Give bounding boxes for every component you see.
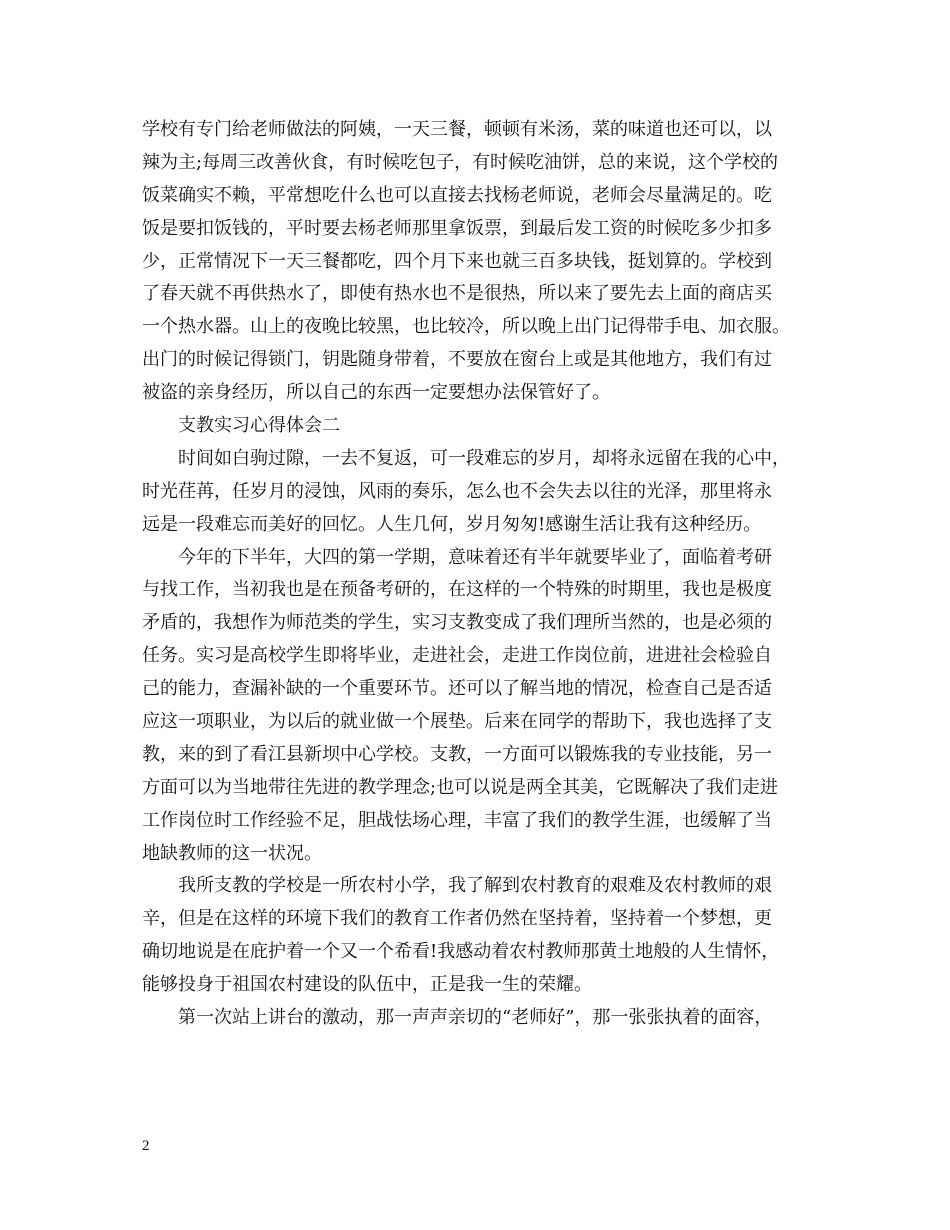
text-line: 今年的下半年，大四的第一学期，意味着还有半年就要毕业了，面临着考研	[178, 546, 772, 568]
text-line: 应这一项职业，为以后的就业做一个展垫。后来在同学的帮助下，我也选择了支	[142, 711, 772, 733]
text-line: 能够投身于祖国农村建设的队伍中，正是我一生的荣耀。	[142, 974, 592, 996]
text-line: 时光荏苒，任岁月的浸蚀，风雨的奏乐，怎么也不会失去以往的光泽，那里将永	[142, 480, 772, 502]
document-body	[142, 114, 822, 1035]
text-line: 饭是要扣饭钱的，平时要去杨老师那里拿饭票，到最后发工资的时候吃多少扣多	[142, 217, 772, 239]
text-line: 教，来的到了看江县新坝中心学校。支教，一方面可以锻炼我的专业技能，另一	[142, 743, 772, 765]
text-line: 任务。实习是高校学生即将毕业，走进社会，走进工作岗位前，进进社会检验自	[142, 645, 772, 667]
text-line: 出门的时候记得锁门，钥匙随身带着，不要放在窗台上或是其他地方，我们有过	[142, 349, 772, 371]
text-line: 方面可以为当地带往先进的教学理念;也可以说是两全其美，它既解决了我们走进	[142, 776, 779, 798]
text-line: 远是一段难忘而美好的回忆。人生几何，岁月匆匆!感谢生活让我有这种经历。	[142, 513, 762, 535]
text-line: 被盗的亲身经历，所以自己的东西一定要想办法保管好了。	[142, 382, 610, 404]
page-number: 2	[142, 1138, 150, 1154]
text-line: 一个热水器。山上的夜晚比较黑，也比较冷，所以晚上出门记得带手电、加衣服。	[142, 316, 790, 338]
text-line: 辛，但是在这样的环境下我们的教育工作者仍然在坚持着，坚持着一个梦想，更	[142, 908, 772, 930]
text-line: 确切地说是在庇护着一个又一个希看!我感动着农村教师那黄土地般的人生情怀，	[142, 941, 780, 963]
text-line: 了春天就不再供热水了，即使有热水也不是很热，所以来了要先去上面的商店买	[142, 283, 772, 305]
text-line: 我所支教的学校是一所农村小学，我了解到农村教育的艰难及农村教师的艰	[178, 875, 772, 897]
text-line: 支教实习心得体会二	[178, 415, 340, 437]
text-line: 己的能力，查漏补缺的一个重要环节。还可以了解当地的情况，检查自己是否适	[142, 678, 772, 700]
text-line: 第一次站上讲台的激动，那一声声亲切的“老师好”，那一张张执着的面容，	[178, 1007, 773, 1029]
text-line: 与找工作，当初我也是在预备考研的，在这样的一个特殊的时期里，我也是极度	[142, 579, 772, 601]
text-line: 时间如白驹过隙，一去不复返，可一段难忘的岁月，却将永远留在我的心中，	[178, 447, 790, 469]
text-line: 饭菜确实不赖，平常想吃什么也可以直接去找杨老师说，老师会尽量满足的。吃	[142, 184, 772, 206]
text-line: 矛盾的，我想作为师范类的学生，实习支教变成了我们理所当然的，也是必须的	[142, 612, 772, 634]
text-line: 地缺教师的这一状况。	[142, 842, 322, 864]
text-line: 辣为主;每周三改善伙食，有时候吃包子，有时候吃油饼，总的来说，这个学校的	[142, 151, 779, 173]
text-line: 工作岗位时工作经验不足，胆战怯场心理，丰富了我们的教学生涯，也缓解了当	[142, 809, 772, 831]
text-line: 少，正常情况下一天三餐都吃，四个月下来也就三百多块钱，挺划算的。学校到	[142, 250, 772, 272]
text-line: 学校有专门给老师做法的阿姨，一天三餐，顿顿有米汤，菜的味道也还可以，以	[142, 119, 772, 140]
